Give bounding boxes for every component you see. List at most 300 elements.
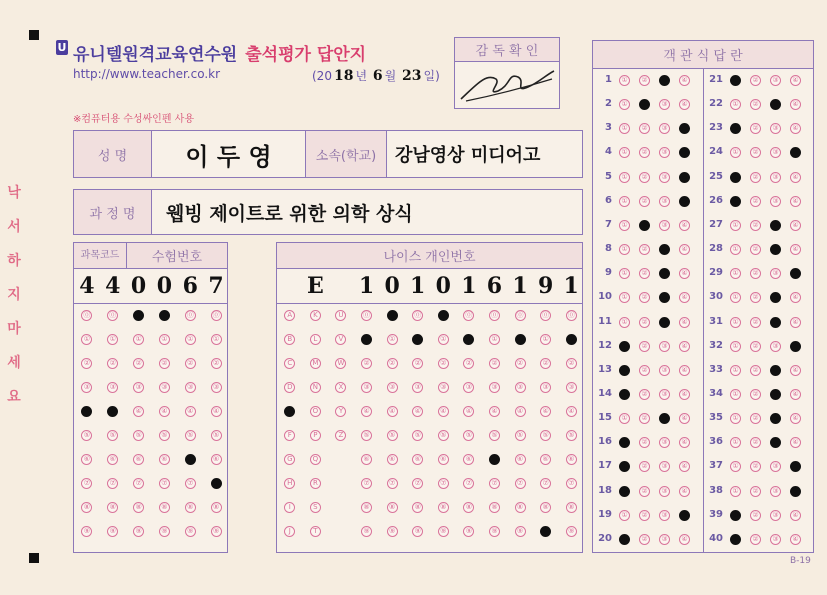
answer-bubble[interactable]: ① [730,244,741,255]
exam-digit-bubble[interactable]: ⑨ [185,526,196,537]
answer-bubble[interactable]: ② [750,534,761,545]
neis-letter-bubble[interactable]: V [335,334,346,345]
exam-digit-bubble[interactable]: ⑧ [81,502,92,513]
answer-bubble[interactable]: ③ [770,172,781,183]
exam-digit-bubble[interactable]: ④ [211,406,222,417]
neis-digit-bubble[interactable]: ② [387,358,398,369]
answer-bubble[interactable]: ① [730,196,741,207]
answer-bubble[interactable]: ② [639,220,650,231]
answer-bubble[interactable]: ② [639,341,650,352]
exam-digit-bubble[interactable]: ② [159,358,170,369]
exam-digit-bubble[interactable]: ③ [133,382,144,393]
exam-digit-bubble[interactable]: ⑧ [107,502,118,513]
neis-digit-bubble[interactable]: ④ [515,406,526,417]
neis-digit-bubble[interactable]: ⓪ [363,311,371,319]
neis-digit-bubble[interactable]: ⑤ [515,430,526,441]
exam-digit-bubble[interactable]: ⑧ [211,502,222,513]
exam-digit-bubble[interactable]: ⓪ [109,311,117,319]
neis-digit-bubble[interactable]: ② [540,358,551,369]
exam-digit-bubble[interactable]: ⑤ [81,430,92,441]
answer-bubble[interactable]: ④ [790,99,801,110]
neis-digit-bubble[interactable]: ① [438,334,449,345]
exam-digit-bubble[interactable]: ⑧ [185,502,196,513]
answer-bubble[interactable]: ② [750,317,761,328]
exam-digit-bubble[interactable]: ② [133,358,144,369]
neis-digit-bubble[interactable]: ① [387,334,398,345]
answer-bubble[interactable]: ④ [790,123,801,134]
neis-digit-bubble[interactable]: ⑧ [463,502,474,513]
neis-letter-bubble[interactable]: A [284,310,295,321]
answer-bubble[interactable]: ② [639,317,650,328]
neis-digit-bubble[interactable]: ③ [540,382,551,393]
neis-letter-bubble[interactable]: Y [335,406,346,417]
answer-bubble[interactable]: ① [730,534,741,545]
answer-bubble[interactable]: ③ [770,461,781,472]
neis-letter-bubble[interactable]: I [284,502,295,513]
answer-bubble[interactable]: ② [750,341,761,352]
exam-digit-bubble[interactable]: ② [81,358,92,369]
answer-bubble[interactable]: ① [619,220,630,231]
answer-bubble[interactable]: ④ [679,292,690,303]
answer-bubble[interactable]: ③ [770,365,781,376]
answer-bubble[interactable]: ④ [790,292,801,303]
answer-bubble[interactable]: ③ [659,75,670,86]
answer-bubble[interactable]: ③ [659,292,670,303]
answer-bubble[interactable]: ② [639,413,650,424]
neis-digit-bubble[interactable]: ⑧ [566,502,577,513]
neis-digit-bubble[interactable]: ⑨ [438,526,449,537]
answer-bubble[interactable]: ④ [679,413,690,424]
answer-bubble[interactable]: ② [639,365,650,376]
answer-bubble[interactable]: ① [619,461,630,472]
exam-digit-bubble[interactable]: ④ [133,406,144,417]
exam-digit-bubble[interactable]: ④ [185,406,196,417]
answer-bubble[interactable]: ③ [659,196,670,207]
answer-bubble[interactable]: ① [730,268,741,279]
neis-letter-bubble[interactable]: O [310,406,321,417]
neis-digit-bubble[interactable]: ⑤ [463,430,474,441]
course-field[interactable]: 웹빙 제이트로 위한 의학 상식 [166,202,413,225]
neis-digit-bubble[interactable]: ⑥ [438,454,449,465]
answer-bubble[interactable]: ② [639,486,650,497]
answer-bubble[interactable]: ① [619,534,630,545]
answer-bubble[interactable]: ② [639,123,650,134]
answer-bubble[interactable]: ① [730,413,741,424]
neis-digit-bubble[interactable]: ⑦ [515,478,526,489]
neis-digit-bubble[interactable]: ⑦ [489,478,500,489]
neis-digit-bubble[interactable]: ③ [438,382,449,393]
answer-bubble[interactable]: ① [730,341,741,352]
answer-bubble[interactable]: ③ [659,461,670,472]
exam-digit-bubble[interactable]: ⓪ [186,311,194,319]
answer-bubble[interactable]: ① [619,389,630,400]
neis-letter-bubble[interactable]: H [284,478,295,489]
neis-digit-bubble[interactable]: ② [566,358,577,369]
exam-digit-bubble[interactable]: ⑥ [211,454,222,465]
answer-bubble[interactable]: ③ [770,486,781,497]
exam-digit-bubble[interactable]: ⑥ [133,454,144,465]
answer-bubble[interactable]: ④ [790,510,801,521]
neis-letter-bubble[interactable]: U [335,310,346,321]
neis-digit-bubble[interactable]: ⓪ [516,311,524,319]
neis-digit-bubble[interactable]: ⑤ [438,430,449,441]
answer-bubble[interactable]: ④ [790,268,801,279]
neis-letter-bubble[interactable]: B [284,334,295,345]
answer-bubble[interactable]: ① [619,341,630,352]
answer-bubble[interactable]: ② [639,244,650,255]
exam-digit-bubble[interactable]: ⓪ [135,311,143,319]
exam-digit-bubble[interactable]: ⑨ [133,526,144,537]
answer-bubble[interactable]: ④ [790,413,801,424]
answer-bubble[interactable]: ③ [770,220,781,231]
answer-bubble[interactable]: ③ [770,292,781,303]
answer-bubble[interactable]: ② [750,292,761,303]
answer-bubble[interactable]: ① [619,172,630,183]
exam-digit-bubble[interactable]: ⑦ [107,478,118,489]
answer-bubble[interactable]: ③ [659,123,670,134]
exam-digit-bubble[interactable]: ⑤ [159,430,170,441]
answer-bubble[interactable]: ④ [679,196,690,207]
exam-digit-bubble[interactable]: ⑨ [211,526,222,537]
exam-digit-bubble[interactable]: ① [133,334,144,345]
neis-digit-bubble[interactable]: ⑥ [489,454,500,465]
answer-bubble[interactable]: ② [750,437,761,448]
answer-bubble[interactable]: ③ [770,534,781,545]
answer-bubble[interactable]: ④ [790,317,801,328]
exam-digit-bubble[interactable]: ⑦ [81,478,92,489]
neis-letter-bubble[interactable]: K [310,310,321,321]
neis-digit-bubble[interactable]: ⓪ [542,311,550,319]
answer-bubble[interactable]: ③ [770,244,781,255]
answer-bubble[interactable]: ④ [790,220,801,231]
neis-digit-bubble[interactable]: ⓪ [567,311,575,319]
neis-digit-bubble[interactable]: ④ [412,406,423,417]
neis-digit-bubble[interactable]: ⑤ [489,430,500,441]
neis-digit-bubble[interactable]: ② [412,358,423,369]
exam-digit-bubble[interactable]: ① [81,334,92,345]
neis-digit-bubble[interactable]: ⑧ [387,502,398,513]
answer-bubble[interactable]: ② [750,123,761,134]
exam-digit-bubble[interactable]: ③ [211,382,222,393]
answer-bubble[interactable]: ② [750,196,761,207]
neis-digit-bubble[interactable]: ⑦ [463,478,474,489]
neis-letter-bubble[interactable]: Q [310,454,321,465]
exam-digit-bubble[interactable]: ① [107,334,118,345]
neis-digit-bubble[interactable]: ⑨ [412,526,423,537]
name-field[interactable]: 이 두 영 [185,141,272,171]
answer-bubble[interactable]: ① [730,365,741,376]
answer-bubble[interactable]: ① [619,123,630,134]
answer-bubble[interactable]: ② [639,534,650,545]
answer-bubble[interactable]: ② [750,99,761,110]
neis-digit-bubble[interactable]: ④ [463,406,474,417]
answer-bubble[interactable]: ② [750,75,761,86]
answer-bubble[interactable]: ③ [770,317,781,328]
answer-bubble[interactable]: ④ [679,220,690,231]
answer-bubble[interactable]: ① [619,365,630,376]
answer-bubble[interactable]: ② [639,292,650,303]
exam-digit-bubble[interactable]: ① [211,334,222,345]
answer-bubble[interactable]: ④ [790,244,801,255]
answer-bubble[interactable]: ③ [659,341,670,352]
exam-digit-bubble[interactable]: ⑨ [81,526,92,537]
answer-bubble[interactable]: ④ [679,75,690,86]
neis-letter-bubble[interactable]: T [310,526,321,537]
answer-bubble[interactable]: ④ [679,268,690,279]
exam-digit-bubble[interactable]: ① [159,334,170,345]
answer-bubble[interactable]: ① [619,196,630,207]
neis-digit-bubble[interactable]: ⑨ [489,526,500,537]
answer-bubble[interactable]: ③ [770,389,781,400]
answer-bubble[interactable]: ③ [659,244,670,255]
answer-bubble[interactable]: ④ [679,389,690,400]
answer-bubble[interactable]: ③ [770,75,781,86]
answer-bubble[interactable]: ③ [659,268,670,279]
answer-bubble[interactable]: ④ [679,147,690,158]
exam-digit-bubble[interactable]: ⓪ [212,311,220,319]
answer-bubble[interactable]: ④ [679,123,690,134]
answer-bubble[interactable]: ③ [659,99,670,110]
answer-bubble[interactable]: ④ [790,534,801,545]
neis-digit-bubble[interactable]: ③ [387,382,398,393]
exam-digit-bubble[interactable]: ④ [107,406,118,417]
answer-bubble[interactable]: ① [730,486,741,497]
answer-bubble[interactable]: ④ [679,317,690,328]
answer-bubble[interactable]: ③ [770,268,781,279]
answer-bubble[interactable]: ④ [679,172,690,183]
neis-digit-bubble[interactable]: ① [489,334,500,345]
neis-digit-bubble[interactable]: ⑥ [515,454,526,465]
neis-letter-bubble[interactable]: R [310,478,321,489]
neis-letter-bubble[interactable]: C [284,358,295,369]
answer-bubble[interactable]: ② [750,486,761,497]
neis-letter-bubble[interactable]: W [335,358,346,369]
answer-bubble[interactable]: ② [639,75,650,86]
answer-bubble[interactable]: ④ [790,461,801,472]
answer-bubble[interactable]: ② [639,172,650,183]
answer-bubble[interactable]: ③ [659,437,670,448]
exam-digit-bubble[interactable]: ③ [185,382,196,393]
exam-digit-bubble[interactable]: ① [185,334,196,345]
answer-bubble[interactable]: ① [730,317,741,328]
neis-digit-bubble[interactable]: ③ [412,382,423,393]
answer-bubble[interactable]: ① [730,147,741,158]
exam-digit-bubble[interactable]: ⑨ [159,526,170,537]
answer-bubble[interactable]: ① [730,75,741,86]
answer-bubble[interactable]: ③ [659,220,670,231]
neis-digit-bubble[interactable]: ⓪ [439,311,447,319]
neis-digit-bubble[interactable]: ⑥ [412,454,423,465]
neis-letter-bubble[interactable]: N [310,382,321,393]
neis-digit-bubble[interactable]: ⑦ [361,478,372,489]
answer-bubble[interactable]: ④ [790,437,801,448]
exam-digit-bubble[interactable]: ④ [159,406,170,417]
answer-bubble[interactable]: ② [750,147,761,158]
answer-bubble[interactable]: ③ [659,147,670,158]
exam-digit-bubble[interactable]: ⑤ [107,430,118,441]
answer-bubble[interactable]: ④ [790,147,801,158]
exam-digit-bubble[interactable]: ⑤ [133,430,144,441]
answer-bubble[interactable]: ③ [659,365,670,376]
answer-bubble[interactable]: ② [750,510,761,521]
neis-digit-bubble[interactable]: ① [463,334,474,345]
answer-bubble[interactable]: ① [619,317,630,328]
answer-bubble[interactable]: ④ [790,172,801,183]
answer-bubble[interactable]: ① [619,75,630,86]
answer-bubble[interactable]: ① [730,461,741,472]
neis-digit-bubble[interactable]: ④ [566,406,577,417]
exam-digit-bubble[interactable]: ④ [81,406,92,417]
neis-digit-bubble[interactable]: ⑥ [387,454,398,465]
answer-bubble[interactable]: ④ [679,437,690,448]
neis-digit-bubble[interactable]: ① [540,334,551,345]
exam-digit-bubble[interactable]: ⓪ [160,311,168,319]
exam-digit-bubble[interactable]: ③ [81,382,92,393]
exam-digit-bubble[interactable]: ⑥ [107,454,118,465]
neis-digit-bubble[interactable]: ⑥ [540,454,551,465]
answer-bubble[interactable]: ③ [659,413,670,424]
answer-bubble[interactable]: ② [750,220,761,231]
neis-digit-bubble[interactable]: ② [361,358,372,369]
exam-digit-bubble[interactable]: ⑨ [107,526,118,537]
neis-digit-bubble[interactable]: ⑧ [412,502,423,513]
neis-digit-bubble[interactable]: ⑨ [361,526,372,537]
answer-bubble[interactable]: ③ [770,413,781,424]
neis-digit-bubble[interactable]: ⑨ [387,526,398,537]
answer-bubble[interactable]: ③ [770,510,781,521]
answer-bubble[interactable]: ① [730,389,741,400]
answer-bubble[interactable]: ② [639,461,650,472]
answer-bubble[interactable]: ② [639,510,650,521]
neis-digit-bubble[interactable]: ② [438,358,449,369]
exam-digit-bubble[interactable]: ⑦ [159,478,170,489]
exam-digit-bubble[interactable]: ③ [107,382,118,393]
answer-bubble[interactable]: ③ [770,341,781,352]
answer-bubble[interactable]: ④ [790,389,801,400]
answer-bubble[interactable]: ④ [679,486,690,497]
answer-bubble[interactable]: ④ [790,486,801,497]
neis-letter-bubble[interactable]: D [284,382,295,393]
answer-bubble[interactable]: ① [619,413,630,424]
neis-digit-bubble[interactable]: ⑧ [540,502,551,513]
neis-digit-bubble[interactable]: ⑧ [515,502,526,513]
exam-digit-bubble[interactable]: ② [185,358,196,369]
answer-bubble[interactable]: ③ [659,510,670,521]
neis-digit-bubble[interactable]: ⑦ [438,478,449,489]
neis-digit-bubble[interactable]: ⑤ [361,430,372,441]
neis-digit-bubble[interactable]: ⑥ [361,454,372,465]
answer-bubble[interactable]: ① [619,292,630,303]
neis-letter-bubble[interactable]: X [335,382,346,393]
answer-bubble[interactable]: ④ [679,365,690,376]
answer-bubble[interactable]: ③ [770,196,781,207]
neis-letter-bubble[interactable]: F [284,430,295,441]
exam-digit-bubble[interactable]: ⑦ [185,478,196,489]
neis-letter-bubble[interactable]: M [310,358,321,369]
answer-bubble[interactable]: ④ [790,341,801,352]
exam-digit-bubble[interactable]: ⑤ [211,430,222,441]
exam-digit-bubble[interactable]: ⑧ [133,502,144,513]
exam-digit-bubble[interactable]: ⑦ [133,478,144,489]
exam-digit-bubble[interactable]: ⑥ [185,454,196,465]
answer-bubble[interactable]: ③ [659,534,670,545]
exam-digit-bubble[interactable]: ⓪ [83,311,91,319]
neis-digit-bubble[interactable]: ④ [489,406,500,417]
exam-digit-bubble[interactable]: ⑧ [159,502,170,513]
neis-digit-bubble[interactable]: ③ [489,382,500,393]
answer-bubble[interactable]: ③ [659,317,670,328]
answer-bubble[interactable]: ② [639,389,650,400]
answer-bubble[interactable]: ② [639,196,650,207]
neis-letter-bubble[interactable]: J [284,526,295,537]
answer-bubble[interactable]: ③ [659,486,670,497]
neis-digit-bubble[interactable]: ④ [438,406,449,417]
answer-bubble[interactable]: ② [750,244,761,255]
neis-digit-bubble[interactable]: ③ [566,382,577,393]
neis-letter-bubble[interactable]: Z [335,430,346,441]
exam-digit-bubble[interactable]: ③ [159,382,170,393]
answer-bubble[interactable]: ② [750,413,761,424]
neis-digit-bubble[interactable]: ⑤ [566,430,577,441]
exam-digit-bubble[interactable]: ⑤ [185,430,196,441]
answer-bubble[interactable]: ③ [770,437,781,448]
exam-digit-bubble[interactable]: ② [107,358,118,369]
neis-digit-bubble[interactable]: ⑦ [387,478,398,489]
neis-digit-bubble[interactable]: ① [515,334,526,345]
answer-bubble[interactable]: ① [730,172,741,183]
neis-digit-bubble[interactable]: ⑨ [540,526,551,537]
neis-digit-bubble[interactable]: ⓪ [490,311,498,319]
answer-bubble[interactable]: ① [730,99,741,110]
exam-digit-bubble[interactable]: ⑥ [81,454,92,465]
answer-bubble[interactable]: ① [619,147,630,158]
neis-digit-bubble[interactable]: ③ [515,382,526,393]
answer-bubble[interactable]: ① [619,244,630,255]
answer-bubble[interactable]: ④ [790,196,801,207]
answer-bubble[interactable]: ② [639,99,650,110]
neis-digit-bubble[interactable]: ⑥ [463,454,474,465]
neis-digit-bubble[interactable]: ④ [361,406,372,417]
neis-letter-bubble[interactable]: L [310,334,321,345]
answer-bubble[interactable]: ④ [679,461,690,472]
neis-letter-bubble[interactable]: E [284,406,295,417]
neis-digit-bubble[interactable]: ⑨ [515,526,526,537]
neis-digit-bubble[interactable]: ④ [540,406,551,417]
neis-digit-bubble[interactable]: ⑨ [463,526,474,537]
answer-bubble[interactable]: ① [730,220,741,231]
neis-digit-bubble[interactable]: ① [412,334,423,345]
neis-digit-bubble[interactable]: ④ [387,406,398,417]
answer-bubble[interactable]: ② [639,147,650,158]
neis-letter-bubble[interactable]: G [284,454,295,465]
neis-digit-bubble[interactable]: ⑦ [412,478,423,489]
answer-bubble[interactable]: ③ [770,147,781,158]
affiliation-field[interactable]: 강남영상 미디어고 [395,145,541,166]
neis-letter-bubble[interactable]: S [310,502,321,513]
neis-digit-bubble[interactable]: ⑧ [361,502,372,513]
neis-digit-bubble[interactable]: ⑤ [540,430,551,441]
answer-bubble[interactable]: ③ [770,123,781,134]
answer-bubble[interactable]: ① [619,510,630,521]
neis-digit-bubble[interactable]: ③ [463,382,474,393]
answer-bubble[interactable]: ② [750,389,761,400]
neis-digit-bubble[interactable]: ② [515,358,526,369]
neis-digit-bubble[interactable]: ⑦ [566,478,577,489]
answer-bubble[interactable]: ④ [679,244,690,255]
neis-digit-bubble[interactable]: ① [361,334,372,345]
answer-bubble[interactable]: ③ [659,172,670,183]
answer-bubble[interactable]: ④ [790,75,801,86]
